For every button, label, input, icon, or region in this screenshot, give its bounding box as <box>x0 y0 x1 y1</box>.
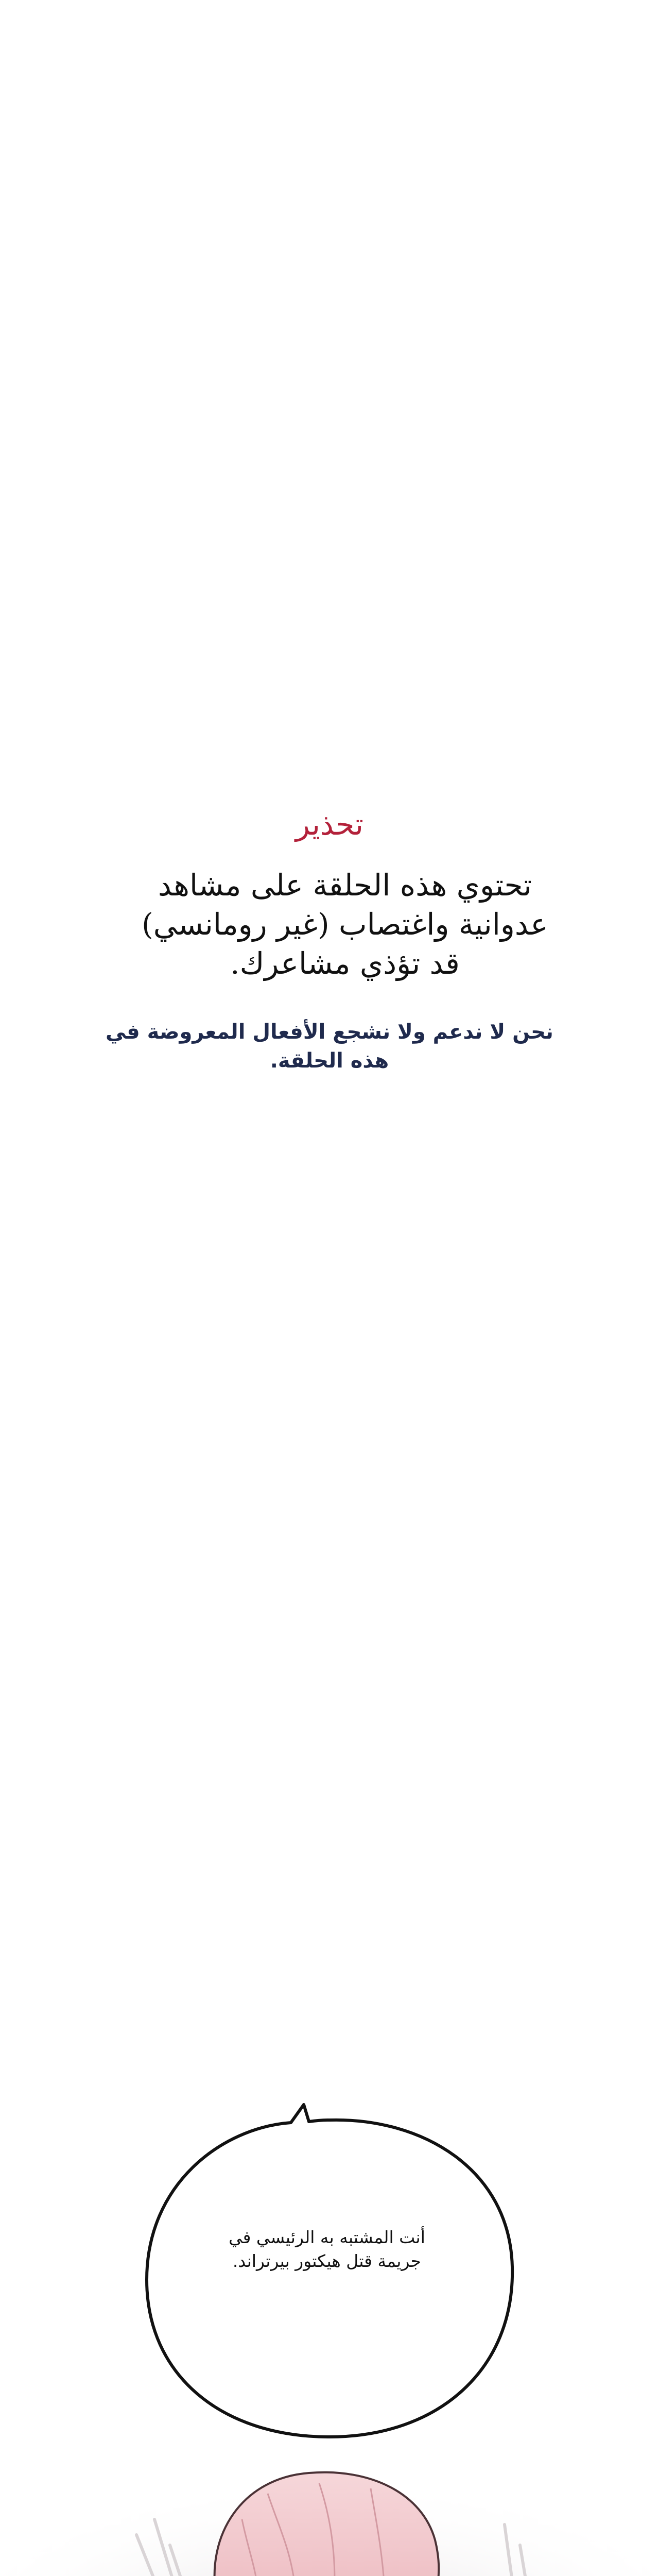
comic-panel <box>0 2081 659 2576</box>
panel-illustration <box>0 2081 659 2576</box>
speech-bubble-text: أنت المشتبه به الرئيسي في جريمة قتل هيكتور بيرتراند. <box>229 2227 425 2271</box>
warning-disclaimer: نحن لا ندعم ولا نشجع الأفعال المعروضة في هذه الحلقة. <box>106 1020 553 1073</box>
warning-body: تحتوي هذه الحلقة على مشاهد عدوانية واغتصاب (غير رومانسي) قد تؤذي مشاعرك. <box>142 868 548 981</box>
warning-title: تحذير <box>295 807 364 842</box>
